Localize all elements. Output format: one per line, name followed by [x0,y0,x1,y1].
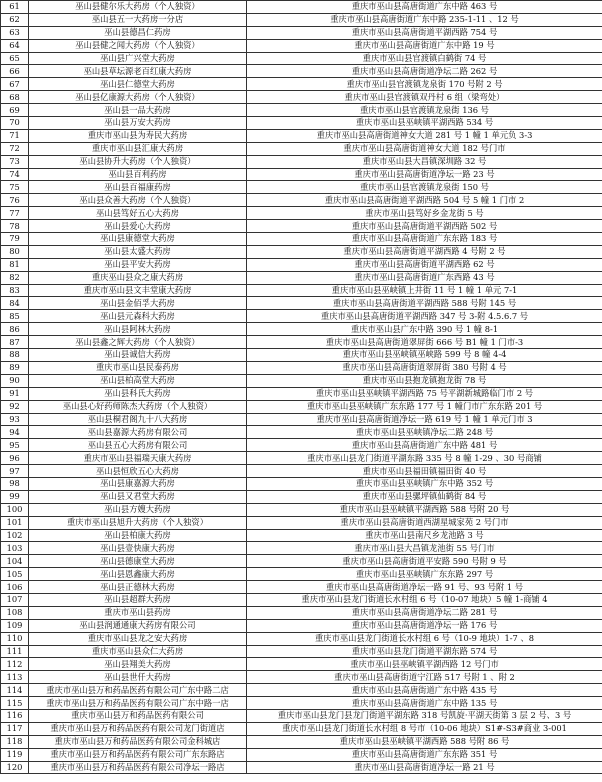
table-row [1,39,602,52]
pharmacy-address-cell: 重庆市巫山县高唐街道广东中路 463 号 [247,1,602,14]
pharmacy-address-cell: 重庆市巫山县龙门街道平湖东路 335 号 8 幢 1-29 、30 号商铺 [247,452,602,465]
row-number-cell: 68 [1,91,29,104]
pharmacy-address-cell: 重庆市巫山县抱龙镇抱龙街 78 号 [247,374,602,387]
table-row [1,284,602,297]
pharmacy-address-cell: 重庆市巫山县高唐街道净坛一路 23 号 [247,168,602,181]
table-row [1,65,602,78]
pharmacy-address-cell: 重庆市巫山县高唐街道宁江路 517 号附 1 、附 2 [247,671,602,684]
pharmacy-name-cell: 重庆市巫山县药房 [29,606,247,619]
row-number-cell: 102 [1,529,29,542]
row-number-cell: 62 [1,13,29,26]
table-row [1,104,602,117]
table-row [1,220,602,233]
row-number-cell: 120 [1,761,29,774]
pharmacy-address-cell: 重庆市巫山县高唐街道净坛二路 281 号 [247,606,602,619]
row-number-cell: 66 [1,65,29,78]
row-number-cell: 86 [1,323,29,336]
pharmacy-address-cell: 重庆市巫山县官渡镇龙泉街 150 号 [247,181,602,194]
pharmacy-name-cell: 巫山县康德堂大药房 [29,233,247,246]
table-row [1,722,602,735]
pharmacy-address-cell: 重庆市巫山县巫峡镇平湖西路 588 号附 20 号 [247,503,602,516]
pharmacy-address-cell: 重庆市巫山县高唐街道净坛一路 21 号 [247,761,602,774]
row-number-cell: 70 [1,117,29,130]
table-row [1,593,602,606]
row-number-cell: 83 [1,284,29,297]
pharmacy-address-cell: 重庆市巫山县高唐街道广东中路 19 号 [247,39,602,52]
pharmacy-name-cell: 巫山县百福康药房 [29,181,247,194]
pharmacy-address-cell: 重庆市巫山县高唐街道平湖西路 588 号附 145 号 [247,297,602,310]
pharmacy-name-cell: 巫山县健之闻大药房（个人独资） [29,39,247,52]
pharmacy-name-cell: 巫山县心好药师陈杰大药房（个人独资） [29,400,247,413]
pharmacy-address-cell: 重庆市巫山县官渡镇龙泉街 136 号 [247,104,602,117]
table-row [1,697,602,710]
pharmacy-address-cell: 重庆市巫山县高唐街道神女大道 281 号 1 幢 1 单元负 3-3 [247,129,602,142]
table-row [1,26,602,39]
pharmacy-name-cell: 重庆市巫山县为寿民大药房 [29,129,247,142]
pharmacy-address-cell: 重庆市巫山县高唐街道广东中路 135 号 [247,697,602,710]
row-number-cell: 116 [1,709,29,722]
row-number-cell: 100 [1,503,29,516]
row-number-cell: 73 [1,155,29,168]
table-row [1,503,602,516]
table-row [1,671,602,684]
pharmacy-name-cell: 巫山县康嘉源大药房 [29,477,247,490]
pharmacy-name-cell: 巫山县正德林大药房 [29,581,247,594]
row-number-cell: 64 [1,39,29,52]
pharmacy-name-cell: 巫山县桐君阁九十八大药房 [29,413,247,426]
pharmacy-name-cell: 巫山县超群大药房 [29,593,247,606]
table-row [1,142,602,155]
pharmacy-address-cell: 重庆市巫山县高唐街道广东东路 351 号 [247,748,602,761]
pharmacy-name-cell: 巫山县鑫之辉大药房（个人独资） [29,336,247,349]
pharmacy-address-cell: 重庆市巫山县高唐街道平湖西路 62 号 [247,258,602,271]
pharmacy-address-cell: 重庆市巫山县龙门街道长水村组 8 号市（10-06 地块）S1#-S3#商业 3-001 [247,722,602,735]
pharmacy-name-cell: 巫山县一品大药房 [29,104,247,117]
pharmacy-address-cell: 重庆市巫山县高唐街道平湖西路 504 号 5 幢 1 门市 2 [247,194,602,207]
row-number-cell: 104 [1,555,29,568]
pharmacy-address-cell: 重庆市巫山县高唐街道神女大道 182 号门市 [247,142,602,155]
table-row [1,684,602,697]
pharmacy-name-cell: 重庆市巫山县文丰堂康大药房 [29,284,247,297]
pharmacy-address-cell: 重庆市巫山县高唐街道平湖西路 502 号 [247,220,602,233]
pharmacy-name-cell: 巫山县万安大药房 [29,117,247,130]
pharmacy-name-cell: 巫山县亿康源大药房（个人独资） [29,91,247,104]
table-row [1,477,602,490]
pharmacy-name-cell: 巫山县德康堂大药房 [29,555,247,568]
table-row [1,181,602,194]
row-number-cell: 84 [1,297,29,310]
pharmacy-name-cell: 重庆市巫山县万和药品医药有限公司 [29,709,247,722]
pharmacy-name-cell: 重庆市巫山县众仁大药房 [29,645,247,658]
pharmacy-address-cell: 重庆市巫山县龙门县龙门街道平湖东路 318 号凯旋·平湖天街第 3 层 2 号、3 号 [247,709,602,722]
table-row [1,13,602,26]
pharmacy-name-cell: 重庆市巫山县万和药品医药有限公司金科城店 [29,735,247,748]
row-number-cell: 63 [1,26,29,39]
pharmacy-name-cell: 重庆市巫山县旭升大药房（个人独资） [29,516,247,529]
pharmacy-address-cell: 重庆市巫山县巫峡镇广东中路 352 号 [247,477,602,490]
pharmacy-address-cell: 重庆市巫山县南尺乡龙池路 3 号 [247,529,602,542]
pharmacy-address-cell: 重庆市巫山县高唐街道净坛一路 176 号 [247,619,602,632]
row-number-cell: 108 [1,606,29,619]
pharmacy-address-cell: 重庆市巫山县大昌镇深圳路 32 号 [247,155,602,168]
pharmacy-name-cell: 巫山县润通通康大药房有限公司 [29,619,247,632]
row-number-cell: 85 [1,310,29,323]
table-row [1,490,602,503]
row-number-cell: 110 [1,632,29,645]
pharmacy-address-cell: 重庆市巫山县官渡镇龙泉街 170 号附 2 号 [247,78,602,91]
pharmacy-name-cell: 巫山县柏高堂大药房 [29,374,247,387]
pharmacy-name-cell: 重庆市巫山县汇康大药房 [29,142,247,155]
table-row [1,606,602,619]
row-number-cell: 111 [1,645,29,658]
table-row [1,361,602,374]
table-row [1,581,602,594]
pharmacy-address-cell: 重庆市巫山县高唐街道广东中路 481 号 [247,439,602,452]
row-number-cell: 97 [1,465,29,478]
table-row [1,117,602,130]
pharmacy-name-cell: 巫山县德昌仁药房 [29,26,247,39]
row-number-cell: 81 [1,258,29,271]
table-row [1,349,602,362]
row-number-cell: 74 [1,168,29,181]
table-row [1,168,602,181]
pharmacy-name-cell: 巫山县太盛大药房 [29,245,247,258]
table-row [1,258,602,271]
pharmacy-name-cell: 巫山县恩鑫康大药房 [29,568,247,581]
pharmacy-name-cell: 巫山县广兴堂大药房 [29,52,247,65]
pharmacy-name-cell: 巫山县笃好五心大药房 [29,207,247,220]
table-row [1,271,602,284]
row-number-cell: 67 [1,78,29,91]
table-row [1,645,602,658]
table-row [1,709,602,722]
row-number-cell: 99 [1,490,29,503]
pharmacy-name-cell: 重庆市巫山县福瑞天康大药房 [29,452,247,465]
table-row [1,129,602,142]
row-number-cell: 115 [1,697,29,710]
pharmacy-address-cell: 重庆市巫山县巫峡镇广东东路 177 号 1 幢门市广东东路 201 号 [247,400,602,413]
row-number-cell: 87 [1,336,29,349]
pharmacy-address-cell: 重庆市巫山县龙门街道平湖东路 574 号 [247,645,602,658]
pharmacy-name-cell: 巫山县健尔乐大药房（个人独资） [29,1,247,14]
row-number-cell: 72 [1,142,29,155]
table-row [1,194,602,207]
row-number-cell: 109 [1,619,29,632]
table-row [1,207,602,220]
table-row [1,439,602,452]
pharmacy-name-cell: 巫山县百利药房 [29,168,247,181]
pharmacy-address-cell: 重庆市巫山县巫峡镇平湖西路 588 号附 86 号 [247,735,602,748]
row-number-cell: 114 [1,684,29,697]
table-row [1,658,602,671]
pharmacy-address-cell: 重庆市巫山县巫峡镇平湖西路 12 号门市 [247,658,602,671]
table-row [1,555,602,568]
table-row [1,233,602,246]
row-number-cell: 91 [1,387,29,400]
pharmacy-name-cell: 巫山县诚信大药房 [29,349,247,362]
pharmacy-name-cell: 巫山县爱心大药房 [29,220,247,233]
pharmacy-address-cell: 重庆市巫山县巫峡镇平湖西路 534 号 [247,117,602,130]
pharmacy-address-cell: 重庆市巫山县巫峡镇巫峡路 599 号 8 幢 4-4 [247,349,602,362]
row-number-cell: 96 [1,452,29,465]
row-number-cell: 105 [1,568,29,581]
pharmacy-address-cell: 重庆市巫山县高唐街道翠屏街 666 号 B1 幢 1 门市-3 [247,336,602,349]
table-row [1,310,602,323]
table-row [1,529,602,542]
pharmacy-address-cell: 重庆市巫山县巫峡镇净坛二路 248 号 [247,426,602,439]
table-row [1,155,602,168]
table-row [1,542,602,555]
pharmacy-name-cell: 巫山县仁德堂大药房 [29,78,247,91]
pharmacy-name-cell: 巫山县元森科大药房 [29,310,247,323]
pharmacy-address-cell: 重庆市巫山县龙门街道长水村组 6 号（10-9 地块）1-7 、8 [247,632,602,645]
row-number-cell: 65 [1,52,29,65]
row-number-cell: 95 [1,439,29,452]
row-number-cell: 98 [1,477,29,490]
pharmacy-name-cell: 巫山县众善大药房（个人独资） [29,194,247,207]
pharmacy-name-cell: 巫山县平安大药房 [29,258,247,271]
pharmacy-name-cell: 重庆市巫山县万和药品医药有限公司龙门街道店 [29,722,247,735]
pharmacy-name-cell: 巫山县金佰孚大药房 [29,297,247,310]
table-row [1,761,602,774]
table-row [1,516,602,529]
pharmacy-address-cell: 重庆市巫山县大昌镇龙池街 55 号门市 [247,542,602,555]
row-number-cell: 107 [1,593,29,606]
pharmacy-address-cell: 重庆市巫山县官渡镇双丹村 6 组（梁弯处） [247,91,602,104]
pharmacy-name-cell: 巫山县世仟大药房 [29,671,247,684]
row-number-cell: 101 [1,516,29,529]
table-row [1,336,602,349]
pharmacy-address-cell: 重庆市巫山县高唐街道平湖西路 754 号 [247,26,602,39]
pharmacy-address-cell: 重庆市巫山县高唐街道广东中路 235-1-11 、12 号 [247,13,602,26]
table-row [1,297,602,310]
row-number-cell: 76 [1,194,29,207]
table-row [1,426,602,439]
table-row [1,400,602,413]
pharmacy-address-cell: 重庆市巫山县高唐街道净坛二路 262 号 [247,65,602,78]
table-row [1,619,602,632]
row-number-cell: 118 [1,735,29,748]
row-number-cell: 89 [1,361,29,374]
row-number-cell: 119 [1,748,29,761]
table-row [1,413,602,426]
table-row [1,52,602,65]
row-number-cell: 90 [1,374,29,387]
pharmacy-name-cell: 重庆市巫山县龙之安大药房 [29,632,247,645]
pharmacy-name-cell: 重庆市巫山县万和药品医药有限公司广东中路二店 [29,684,247,697]
table-row [1,568,602,581]
pharmacy-address-cell: 重庆市巫山县高唐街道广东东路 183 号 [247,233,602,246]
pharmacy-address-cell: 重庆市巫山县官渡镇白鹤街 74 号 [247,52,602,65]
row-number-cell: 77 [1,207,29,220]
pharmacy-name-cell: 重庆市巫山县万和药品医药有限公司净坛一路店 [29,761,247,774]
pharmacy-table-body [1,1,602,774]
row-number-cell: 71 [1,129,29,142]
pharmacy-address-cell: 重庆市巫山县笃好乡金龙街 5 号 [247,207,602,220]
row-number-cell: 78 [1,220,29,233]
table-row [1,374,602,387]
pharmacy-address-cell: 重庆市巫山县龙门街道长水村组 6 号（10-07 地块）5 幢 1-商铺 4 [247,593,602,606]
pharmacy-address-cell: 重庆市巫山县高唐街道平湖西路 4 号附 2 号 [247,245,602,258]
row-number-cell: 88 [1,349,29,362]
pharmacy-name-cell: 重庆市巫山县民泰药房 [29,361,247,374]
table-row [1,1,602,14]
row-number-cell: 82 [1,271,29,284]
pharmacy-name-cell: 巫山县科氏大药房 [29,387,247,400]
table-row [1,452,602,465]
pharmacy-name-cell: 巫山县阿林大药房 [29,323,247,336]
pharmacy-name-cell: 重庆巫山县众之康大药房 [29,271,247,284]
table-row [1,78,602,91]
pharmacy-address-cell: 重庆市巫山县高唐街道平湖西路 347 号 3-附 4.5.6.7 号 [247,310,602,323]
pharmacy-name-cell: 巫山县恒欣五心大药房 [29,465,247,478]
pharmacy-name-cell: 巫山县五心大药房有限公司 [29,439,247,452]
row-number-cell: 94 [1,426,29,439]
row-number-cell: 92 [1,400,29,413]
pharmacy-address-cell: 重庆市巫山县高唐街道广东中路 435 号 [247,684,602,697]
row-number-cell: 75 [1,181,29,194]
row-number-cell: 113 [1,671,29,684]
pharmacy-address-cell: 重庆市巫山县福田镇福田街 40 号 [247,465,602,478]
pharmacy-name-cell: 巫山县壹快康大药房 [29,542,247,555]
pharmacy-address-cell: 重庆市巫山县高唐街道广东西路 43 号 [247,271,602,284]
pharmacy-address-cell: 重庆市巫山县巫峡镇平湖西路 75 号平湖新城路临门市 2 号 [247,387,602,400]
row-number-cell: 79 [1,233,29,246]
pharmacy-address-cell: 重庆市巫山县巫峡镇上井街 11 号 1 幢 1 单元 7-1 [247,284,602,297]
pharmacy-address-cell: 重庆市巫山县巫峡镇广东东路 297 号 [247,568,602,581]
pharmacy-name-cell: 巫山县草坛源老百红康大药房 [29,65,247,78]
pharmacy-name-cell: 巫山县翔美大药房 [29,658,247,671]
pharmacy-name-cell: 巫山县方嫂大药房 [29,503,247,516]
pharmacy-address-cell: 重庆市巫山县高唐街道净坛一路 91 号、93 号附 1 号 [247,581,602,594]
row-number-cell: 106 [1,581,29,594]
pharmacy-address-cell: 重庆市巫山县高唐街道西湖星城家苑 2 号门市 [247,516,602,529]
pharmacy-name-cell: 巫山县协升大药房（个人独资） [29,155,247,168]
pharmacy-name-cell: 巫山县嘉源大药房有限公司 [29,426,247,439]
pharmacy-name-cell: 重庆市巫山县万和药品医药有限公司广东东路店 [29,748,247,761]
table-row [1,748,602,761]
pharmacy-address-cell: 重庆市巫山县高唐街道平安路 590 号附 9 号 [247,555,602,568]
pharmacy-address-cell: 重庆市巫山县高唐街道翠屏街 380 号附 4 号 [247,361,602,374]
row-number-cell: 80 [1,245,29,258]
table-row [1,632,602,645]
table-row [1,245,602,258]
table-row [1,735,602,748]
row-number-cell: 117 [1,722,29,735]
pharmacy-address-cell: 重庆市巫山县骡坪镇仙鹤街 84 号 [247,490,602,503]
pharmacy-name-cell: 巫山县五一大药房一分店 [29,13,247,26]
pharmacy-address-cell: 重庆市巫山县广东中路 390 号 1 幢 8-1 [247,323,602,336]
pharmacy-name-cell: 重庆市巫山县万和药品医药有限公司广东中路一店 [29,697,247,710]
pharmacy-address-cell: 重庆市巫山县高唐街道净坛一路 619 号 1 幢 1 单元门市 3 [247,413,602,426]
table-row [1,465,602,478]
row-number-cell: 112 [1,658,29,671]
row-number-cell: 93 [1,413,29,426]
pharmacy-name-cell: 巫山县又君堂大药房 [29,490,247,503]
pharmacy-name-cell: 巫山县柏康大药房 [29,529,247,542]
row-number-cell: 61 [1,1,29,14]
table-row [1,387,602,400]
table-row [1,91,602,104]
table-row [1,323,602,336]
row-number-cell: 69 [1,104,29,117]
row-number-cell: 103 [1,542,29,555]
